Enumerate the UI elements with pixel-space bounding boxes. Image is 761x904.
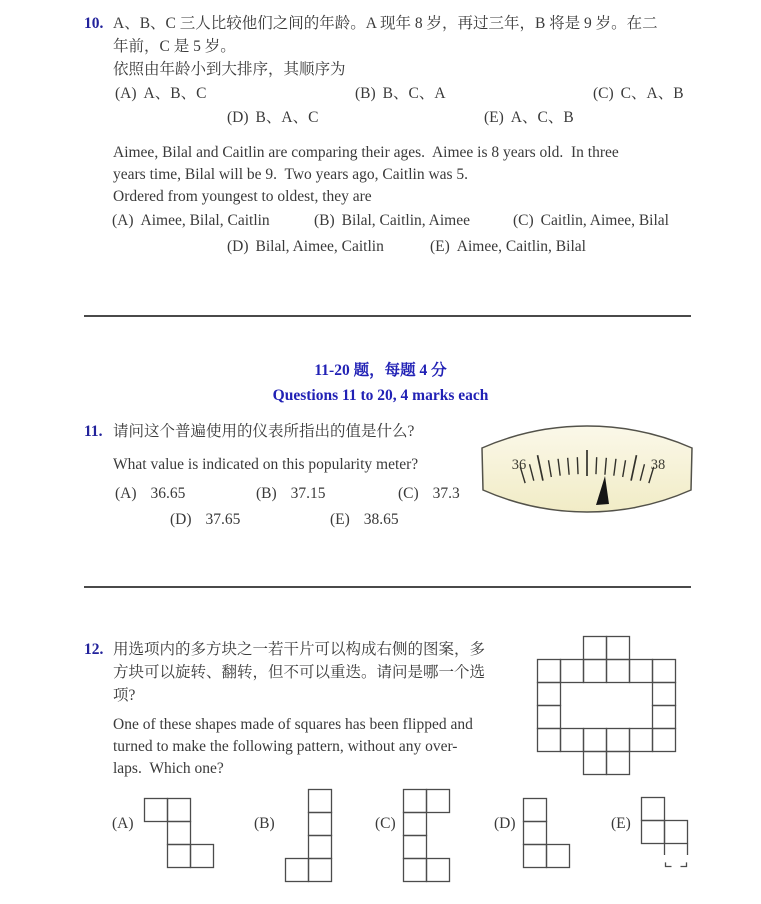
q10-number: 10.: [84, 15, 104, 32]
grid-cell: [145, 799, 168, 822]
q10-en-option-d: [227, 239, 384, 255]
q10-cn-option-d: [227, 110, 318, 126]
grid-cell: [404, 813, 427, 836]
grid-cell: [538, 706, 561, 729]
grid-cell: [168, 799, 191, 822]
q12-pattern-figure: [536, 635, 677, 776]
q11-en-text: What value is indicated on this popularity meter?: [113, 456, 419, 473]
option-label: (E): [330, 511, 350, 528]
q10-en-option-b: [314, 213, 470, 229]
q10-cn-option-c: [593, 86, 684, 102]
grid-cell: [584, 729, 607, 752]
grid-cell: [607, 729, 630, 752]
q10-en-line-1: Aimee, Bilal and Caitlin are comparing their ages. Aimee is 8 years old. In three: [113, 144, 619, 161]
option-value: 37.65: [205, 511, 241, 528]
q12-en-line-3: laps. Which one?: [113, 760, 224, 777]
option-value: Aimee, Caitlin, Bilal: [456, 238, 586, 255]
option-label: (B): [355, 85, 376, 102]
q12-option-e-label: (E): [611, 815, 631, 832]
grid-cell: [665, 821, 688, 844]
q11-option-b: [256, 486, 326, 502]
q12-option-d-shape: [522, 797, 571, 869]
grid-cell: [642, 821, 665, 844]
option-label: (D): [227, 238, 249, 255]
q10-cn-line-2: 年前，C 是 5 岁。: [113, 38, 236, 55]
grid-cell: [168, 845, 191, 868]
option-value: Aimee, Bilal, Caitlin: [140, 212, 270, 229]
q12-option-c-shape: [402, 788, 451, 883]
option-label: (D): [170, 511, 192, 528]
q12-en-line-1: One of these shapes made of squares has been flipped and: [113, 716, 473, 733]
grid-cell: [309, 790, 332, 813]
meter-figure: [480, 418, 695, 540]
grid-cell: [653, 729, 676, 752]
option-label: (B): [314, 212, 335, 229]
option-label: (D): [227, 109, 249, 126]
section-header-en: Questions 11 to 20, 4 marks each: [272, 387, 489, 404]
q12-cn-line-1: 用选项内的多方块之一若干片可以构成右侧的图案，多: [113, 641, 486, 658]
grid-cell: [427, 859, 450, 882]
grid-cell: [524, 799, 547, 822]
q10-cn-option-e: [484, 110, 574, 126]
grid-cell: [653, 706, 676, 729]
grid-cell: [309, 813, 332, 836]
grid-cell: [404, 790, 427, 813]
grid-cell: [584, 660, 607, 683]
grid-cell: [561, 660, 584, 683]
option-label: (A): [115, 85, 137, 102]
q12-number: 12.: [84, 641, 104, 658]
q11-number: 11.: [84, 423, 103, 440]
q11-option-a: [115, 486, 185, 502]
option-label: (C): [398, 485, 419, 502]
q10-cn-line-3: 依照由年龄小到大排序，其顺序为: [113, 61, 346, 78]
q10-en-option-c: [513, 213, 669, 229]
grid-cell: [286, 859, 309, 882]
q12-cn-line-3: 项?: [113, 687, 136, 704]
option-label: (C): [513, 212, 534, 229]
meter-right-label: 38: [650, 457, 666, 473]
grid-cell: [538, 729, 561, 752]
q10-cn-line-1: A、B、C 三人比较他们之间的年龄。A 现年 8 岁，再过三年，B 将是 9 岁。在二: [113, 15, 658, 32]
grid-cell: [653, 683, 676, 706]
section-header-cn: 11-20 题，每题 4 分: [314, 362, 447, 379]
q10-en-option-e: [430, 239, 586, 255]
option-label: (A): [115, 485, 137, 502]
grid-cell: [607, 752, 630, 775]
grid-cell: [309, 859, 332, 882]
q10-cn-option-b: [355, 86, 446, 102]
grid-cell: [309, 836, 332, 859]
option-value: 37.15: [290, 485, 326, 502]
q10-cn-option-a: [115, 86, 206, 102]
q10-en-line-2: years time, Bilal will be 9. Two years ago, Caitlin was 5.: [113, 166, 469, 183]
option-value: Caitlin, Aimee, Bilal: [540, 212, 669, 229]
section-divider-2: [84, 586, 691, 588]
grid-cell: [630, 729, 653, 752]
q10-en-option-a: [112, 213, 270, 229]
grid-cell: [584, 637, 607, 660]
grid-cell: [427, 790, 450, 813]
option-value: Bilal, Caitlin, Aimee: [341, 212, 470, 229]
option-value: C、A、B: [620, 85, 684, 102]
q11-option-d: [170, 512, 240, 528]
grid-cell: [538, 683, 561, 706]
option-label: (C): [593, 85, 614, 102]
meter-tick: [596, 457, 597, 474]
q12-option-b-shape: [284, 788, 333, 883]
option-label: (E): [484, 109, 504, 126]
option-value: 36.65: [150, 485, 186, 502]
option-value: 37.3: [432, 485, 460, 502]
option-label: (A): [112, 212, 134, 229]
grid-cell: [584, 752, 607, 775]
meter-tick: [577, 457, 578, 474]
option-value: Bilal, Aimee, Caitlin: [255, 238, 384, 255]
grid-cell: [404, 859, 427, 882]
grid-cell-partial: [665, 844, 688, 867]
option-value: B、C、A: [382, 85, 446, 102]
option-value: A、B、C: [143, 85, 207, 102]
grid-cell: [524, 845, 547, 868]
grid-cell: [538, 660, 561, 683]
q11-option-e: [330, 512, 399, 528]
grid-cell: [524, 822, 547, 845]
q12-cn-line-2: 方块可以旋转、翻转，但不可以重迭。请问是哪一个选: [113, 664, 486, 681]
grid-cell: [653, 660, 676, 683]
grid-cell: [404, 836, 427, 859]
grid-cell: [607, 637, 630, 660]
q12-option-e-shape: [640, 796, 689, 868]
q12-option-c-label: (C): [375, 815, 396, 832]
grid-cell: [547, 845, 570, 868]
grid-cell: [607, 660, 630, 683]
grid-cell: [561, 729, 584, 752]
q12-option-d-label: (D): [494, 815, 516, 832]
grid-cell: [191, 845, 214, 868]
q12-option-b-label: (B): [254, 815, 275, 832]
option-label: (B): [256, 485, 277, 502]
q11-option-c: [398, 486, 460, 502]
grid-cell: [630, 660, 653, 683]
option-value: A、C、B: [510, 109, 574, 126]
option-value: B、A、C: [255, 109, 319, 126]
grid-cell: [642, 798, 665, 821]
q12-en-line-2: turned to make the following pattern, without any over-: [113, 738, 458, 755]
meter-left-label: 36: [511, 457, 527, 473]
grid-cell: [168, 822, 191, 845]
q12-option-a-label: (A): [112, 815, 134, 832]
q10-en-line-3: Ordered from youngest to oldest, they are: [113, 188, 372, 205]
q12-option-a-shape: [143, 797, 215, 869]
option-label: (E): [430, 238, 450, 255]
section-divider-1: [84, 315, 691, 317]
option-value: 38.65: [363, 511, 399, 528]
q11-cn-text: 请问这个普遍使用的仪表所指出的值是什么?: [113, 423, 415, 440]
